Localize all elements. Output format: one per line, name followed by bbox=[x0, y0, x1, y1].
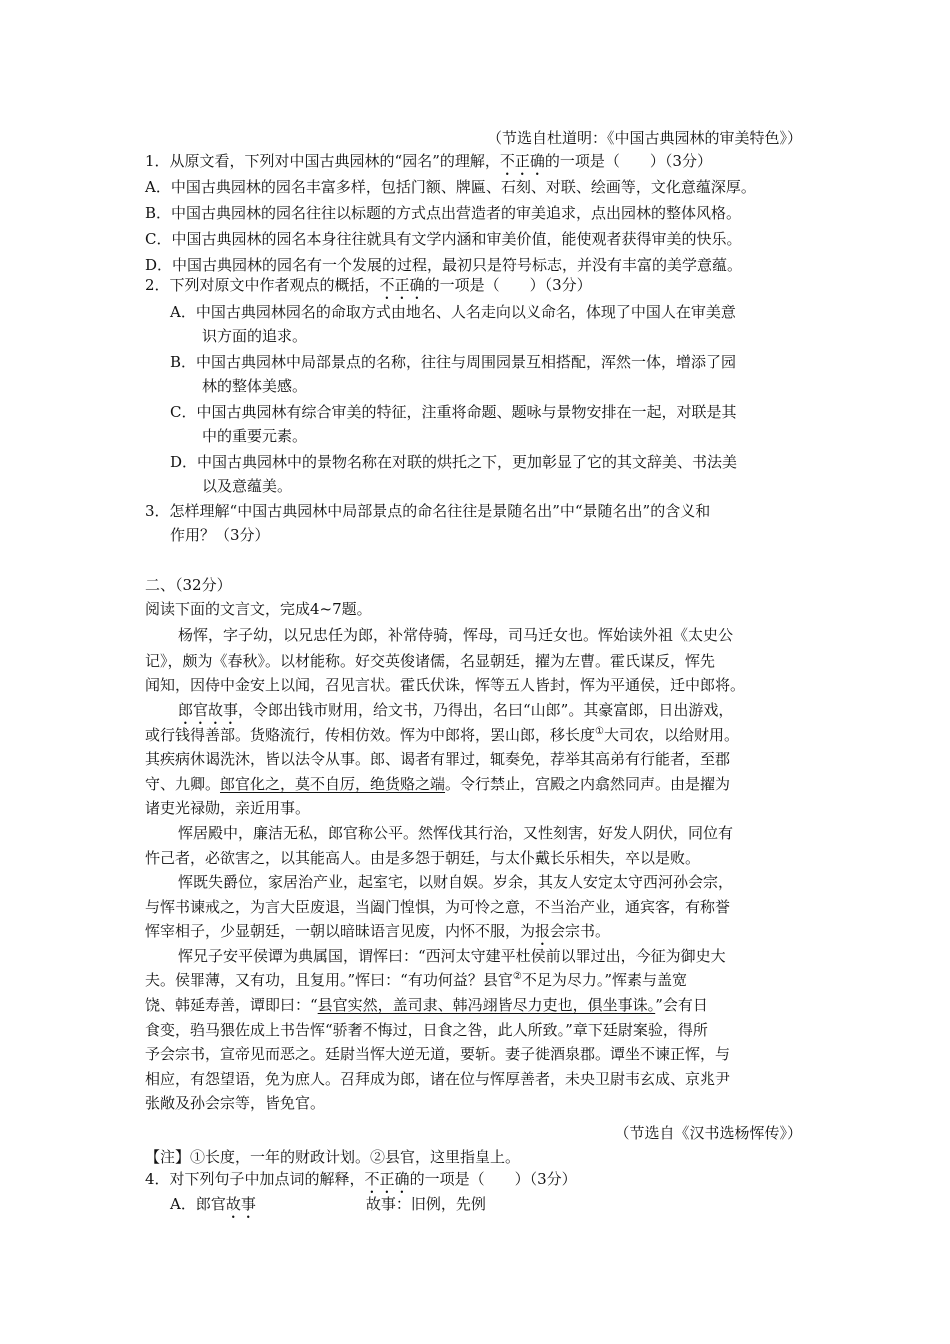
passage-line: 饶、韩延寿善，谭即曰：“县官实然，盖司隶、韩冯翊皆尽力吏也，俱坐事诛。”会有日 bbox=[145, 996, 708, 1014]
question-2-option-d-line2: 以及意蕴美。 bbox=[202, 477, 293, 495]
question-2-option-d-line1: D．中国古典园林中的景物名称在对联的烘托之下，更加彰显了它的其文辞美、书法美 bbox=[170, 453, 738, 471]
question-3-line1: 3．怎样理解“中国古典园林中局部景点的命名往往是景随名出”中“景随名出”的含义和 bbox=[145, 502, 711, 520]
footnote-marker: ① bbox=[595, 726, 604, 737]
footnote-marker: ② bbox=[512, 971, 522, 982]
question-2-option-b-line1: B．中国古典园林中局部景点的名称，往往与周围园景互相搭配，浑然一体，增添了园 bbox=[170, 353, 737, 371]
emphasis-text: 不正确 bbox=[364, 1170, 410, 1188]
emphasis-text: 不正确 bbox=[499, 152, 545, 170]
emphasis-text: 报 bbox=[535, 922, 551, 940]
passage-line: 杨恽，字子幼，以兄忠任为郎，补常侍骑，恽母，司马迁女也。恽始读外祖《太史公 bbox=[178, 626, 734, 644]
passage-line: 恽居殿中，廉洁无私，郎官称公平。然恽伐其行治，又性刻害，好发人阴伏，同位有 bbox=[178, 824, 734, 842]
passage-line: 郎官故事，令郎出钱市财用，给文书，乃得出，名曰“山郎”。其豪富郎，日出游戏， bbox=[178, 701, 734, 719]
question-4-stem: 4．对下列句子中加点词的解释，不正确的一项是（ ）（3分） bbox=[145, 1170, 577, 1188]
question-1-option-a: A．中国古典园林的园名丰富多样，包括门额、牌匾、石刻、对联、绘画等，文化意蕴深厚。 bbox=[145, 178, 756, 196]
emphasis-text: 不正确 bbox=[379, 276, 425, 294]
passage-line: 恽兄子安平侯谭为典属国，谓恽曰：“西河太守建平杜侯前以罪过出，今征为御史大 bbox=[178, 947, 726, 965]
passage-line: 其疾病休谒洗沐，皆以法令从事。郎、谒者有罪过，辄奏免，荐举其高弟有行能者，至郡 bbox=[145, 750, 731, 768]
question-4-option-a: A．郎官故事 故事：旧例，先例 bbox=[170, 1195, 486, 1213]
question-1-option-d: D．中国古典园林的园名有一个发展的过程，最初只是符号标志，并没有丰富的美学意蕴。 bbox=[145, 256, 743, 274]
question-2-option-c-line1: C．中国古典园林有综合审美的特征，注重将命题、题咏与景物安排在一起，对联是其 bbox=[170, 403, 737, 421]
question-2-option-b-line2: 林的整体美感。 bbox=[202, 377, 308, 395]
question-3-line2: 作用？（3分） bbox=[170, 526, 270, 544]
passage-line: 予会宗书，宣帝见而恶之。廷尉当恽大逆无道，要斩。妻子徙酒泉郡。谭坐不谏正恽，与 bbox=[145, 1045, 731, 1063]
passage-line: 闻知，因侍中金安上以闻，召见言状。霍氏伏诛，恽等五人皆封，恽为平通侯，迁中郎将。 bbox=[145, 676, 746, 694]
passage-line: 与恽书谏戒之，为言大臣废退，当阖门惶惧，为可怜之意，不当治产业，通宾客，有称誉 bbox=[145, 898, 731, 916]
question-2-option-a-line2: 识方面的追求。 bbox=[202, 327, 308, 345]
underlined-sentence: 县官实然，盖司隶、韩冯翊皆尽力吏也，俱坐事诛。 bbox=[317, 996, 656, 1014]
source-citation-1: （节选自杜道明：《中国古典园林的审美特色》） bbox=[486, 129, 802, 147]
section-2-heading: 二、（32分） bbox=[145, 576, 232, 594]
passage-line: 恽既失爵位，家居治产业，起室宅，以财自娱。岁余，其友人安定太守西河孙会宗， bbox=[178, 873, 734, 891]
passage-line: 诸吏光禄勋，亲近用事。 bbox=[145, 799, 311, 817]
passage-line: 食变，驺马猥佐成上书告恽“骄奢不悔过，日食之咎，此人所致。”章下廷尉案验，得所 bbox=[145, 1021, 708, 1039]
passage-line: 夫。侯罪薄，又有功，且复用。”恽曰：“有功何益？县官②不足为尽力。”恽素与盖宽 bbox=[145, 971, 687, 989]
source-citation-2: （节选自《汉书选杨恽传》） bbox=[614, 1124, 802, 1142]
passage-line: 恽宰相子，少显朝廷，一朝以暗昧语言见废，内怀不服，为报会宗书。 bbox=[145, 922, 611, 940]
section-2-instruction: 阅读下面的文言文，完成4~7题。 bbox=[145, 600, 372, 618]
emphasis-text: 故事 bbox=[225, 1195, 256, 1213]
footnote: 【注】①长度，一年的财政计划。②县官，这里指皇上。 bbox=[145, 1148, 521, 1166]
emphasis-text: 郎官故事 bbox=[178, 701, 239, 719]
passage-line: 相应，有怨望语，免为庶人。召拜成为郎，诸在位与恽厚善者，未央卫尉韦玄成、京兆尹 bbox=[145, 1070, 731, 1088]
passage-line: 记》，颇为《春秋》。以材能称。好交英俊诸儒，名显朝廷，擢为左曹。霍氏谋反，恽先 bbox=[145, 652, 716, 670]
question-2-stem: 2．下列对原文中作者观点的概括，不正确的一项是（ ）（3分） bbox=[145, 276, 592, 294]
passage-line: 张敞及孙会宗等，皆免官。 bbox=[145, 1094, 326, 1112]
question-1-stem: 1．从原文看，下列对中国古典园林的“园名”的理解，不正确的一项是（ ）（3分） bbox=[145, 152, 712, 170]
question-1-option-b: B．中国古典园林的园名往往以标题的方式点出营造者的审美追求，点出园林的整体风格。 bbox=[145, 204, 742, 222]
passage-line: 或行钱得善部。货赂流行，传相仿效。恽为中郎将，罢山郎，移长度①大司农，以给财用。 bbox=[145, 726, 739, 744]
question-2-option-c-line2: 中的重要元素。 bbox=[202, 427, 308, 445]
passage-line: 守、九卿。郎官化之，莫不自厉，绝货赂之端。令行禁止，宫殿之内翕然同声。由是擢为 bbox=[145, 775, 731, 793]
underlined-sentence: 郎官化之，莫不自厉，绝货赂之端 bbox=[220, 775, 446, 793]
question-1-option-c: C．中国古典园林的园名本身往往就具有文学内涵和审美价值，能使观者获得审美的快乐。 bbox=[145, 230, 742, 248]
question-2-option-a-line1: A．中国古典园林园名的命取方式由地名、人名走向以义命名，体现了中国人在审美意 bbox=[170, 303, 736, 321]
passage-line: 忤己者，必欲害之，以其能高人。由是多怨于朝廷，与太仆戴长乐相失，卒以是败。 bbox=[145, 849, 701, 867]
